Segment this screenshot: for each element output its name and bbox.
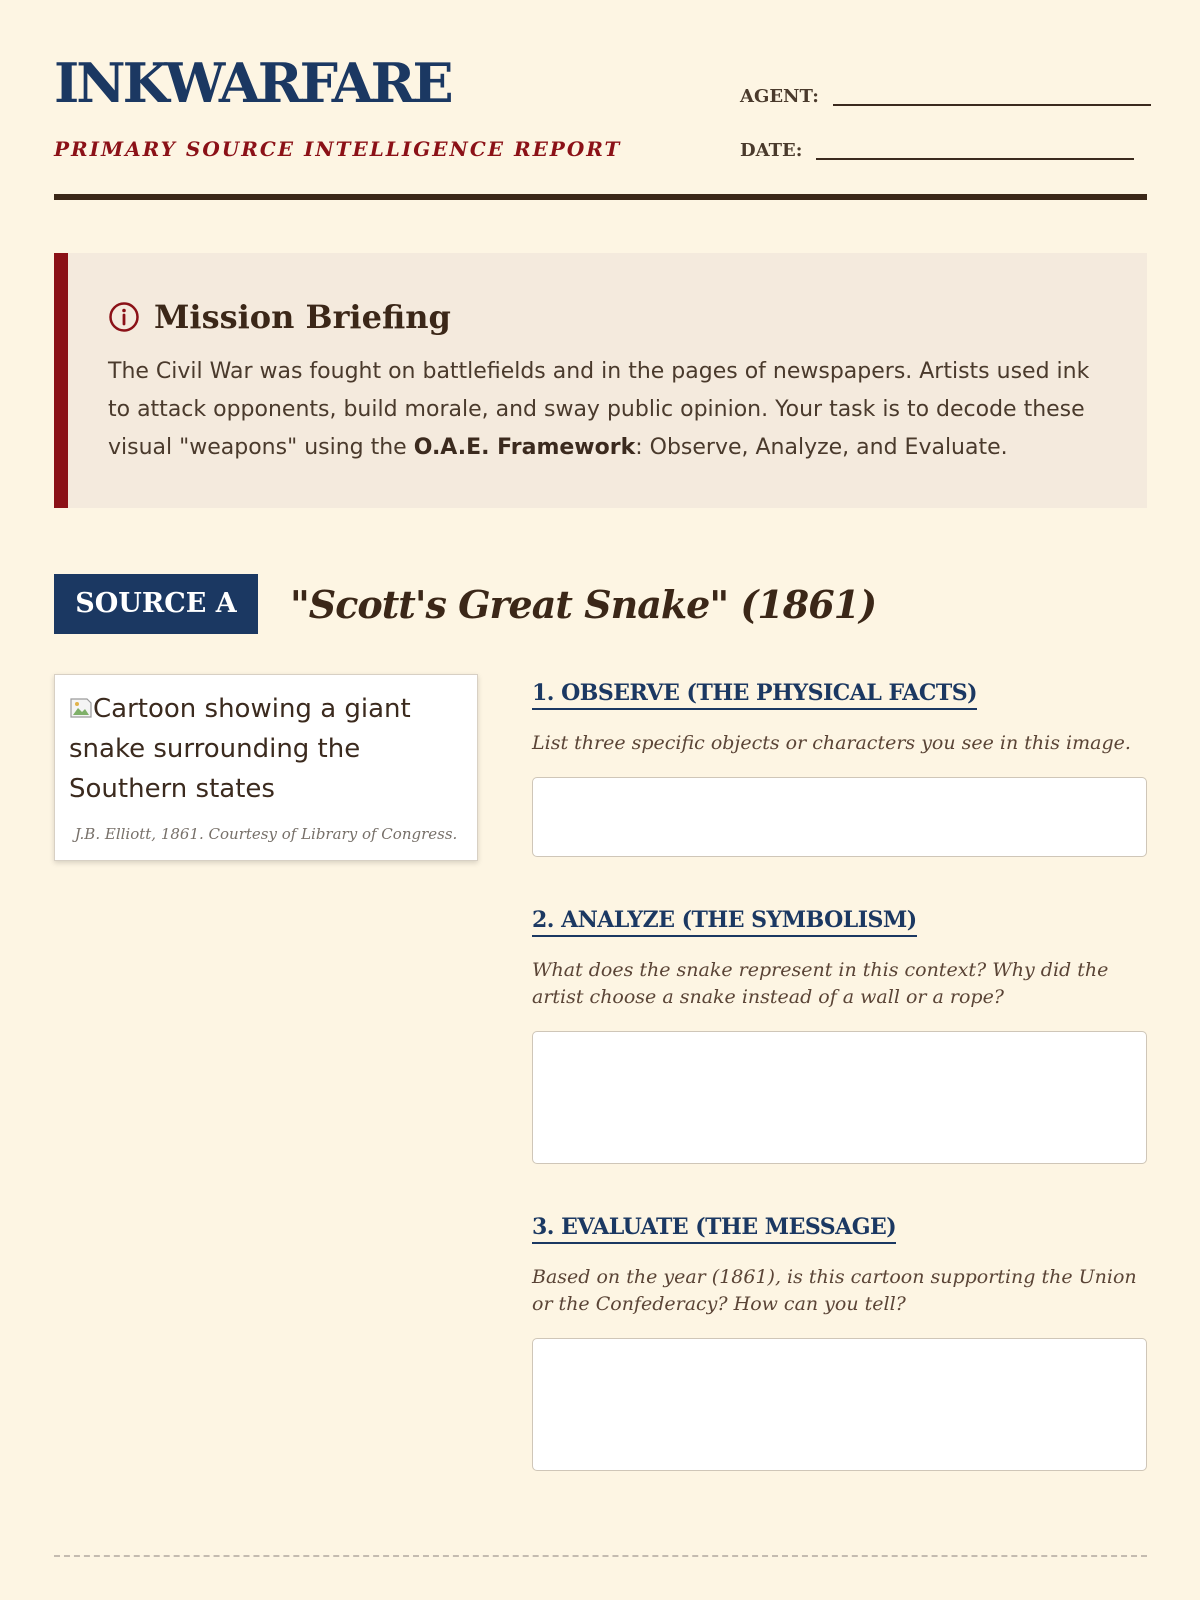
date-field[interactable] (816, 134, 1134, 160)
source-heading (54, 574, 876, 634)
agent-field-row (740, 80, 1151, 106)
question-label: 1. OBSERVE (THE PHYSICAL FACTS) (532, 680, 977, 710)
source-badge: SOURCE A (54, 574, 258, 634)
mission-briefing-panel (54, 253, 1147, 508)
date-label: DATE: (740, 140, 803, 161)
briefing-text-outro: : Observe, Analyze, and Evaluate. (635, 435, 1008, 460)
report-subtitle: PRIMARY SOURCE INTELLIGENCE REPORT (54, 137, 622, 161)
agent-label: AGENT: (740, 86, 819, 107)
source-title: "Scott's Great Snake" (1861) (290, 581, 877, 627)
date-field-row (740, 134, 1134, 160)
briefing-text-intro: The Civil War was fought on battlefields and in the pages of newspapers. Artists used ink to attack opponents, build morale, and sway public opinion. Your task is to decode these visual "weapons" using the (108, 359, 1090, 460)
question-label: 3. EVALUATE (THE MESSAGE) (532, 1214, 896, 1244)
image-caption: J.B. Elliott, 1861. Courtesy of Library of Congress. (74, 825, 458, 843)
question-prompt: Based on the year (1861), is this cartoon supporting the Union or the Confederacy? How can you tell? (532, 1266, 1137, 1315)
evaluate-answer-field[interactable] (532, 1338, 1147, 1471)
question-observe (532, 680, 1147, 857)
info-icon (108, 301, 140, 333)
question-analyze (532, 907, 1147, 1164)
source-image (69, 689, 459, 809)
question-label: 2. ANALYZE (THE SYMBOLISM) (532, 907, 917, 937)
section-divider (54, 1555, 1147, 1557)
framework-name: O.A.E. Framework (413, 435, 636, 460)
agent-field[interactable] (833, 80, 1151, 106)
worksheet-page (54, 0, 1147, 1315)
briefing-text (108, 353, 1098, 467)
analyze-answer-field[interactable] (532, 1031, 1147, 1164)
source-image-card (54, 674, 478, 861)
question-prompt: What does the snake represent in this context? Why did the artist choose a snake instead of a wall or a rope? (532, 959, 1109, 1008)
report-header (54, 0, 1147, 200)
question-prompt: List three specific objects or characters you see in this image. (532, 732, 1131, 754)
observe-answer-field[interactable] (532, 777, 1147, 857)
briefing-heading (108, 298, 451, 336)
question-evaluate (532, 1214, 1147, 1471)
broken-image-icon (69, 696, 93, 720)
header-divider (54, 194, 1147, 200)
image-alt-text: Cartoon showing a giant snake surrounding the Southern states (69, 694, 411, 804)
briefing-title: Mission Briefing (154, 298, 451, 336)
brand-title: INKWARFARE (54, 51, 451, 115)
